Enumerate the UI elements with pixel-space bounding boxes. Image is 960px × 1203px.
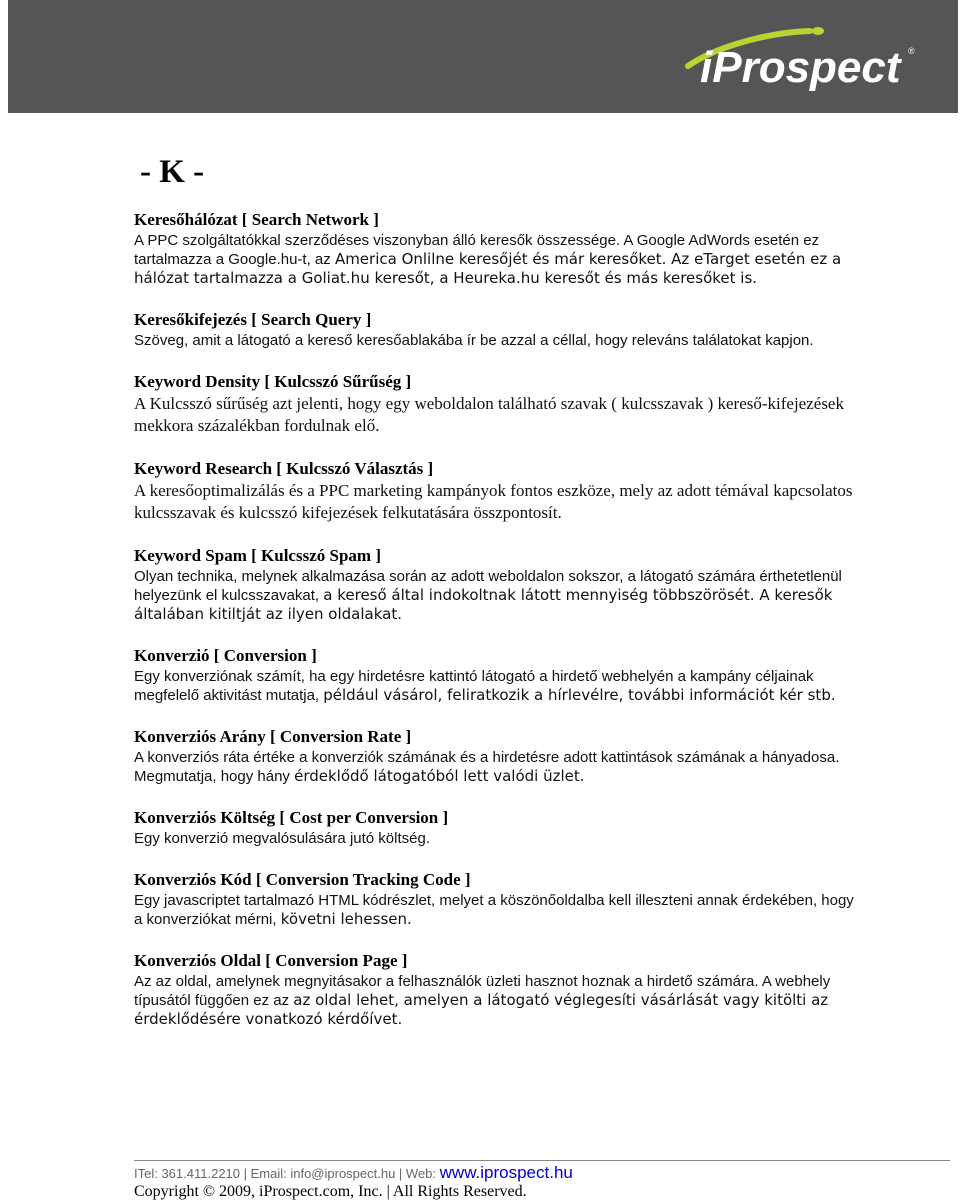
svg-text:iProspect: iProspect [700,43,901,92]
entry-term: Konverzió [ Conversion ] [134,646,317,665]
page-title: - K - [140,154,205,190]
entry-term: Konverziós Költség [ Cost per Conversion ] [134,808,449,827]
entry-term: Keyword Spam [ Kulcsszó Spam ] [134,546,381,565]
glossary-entry [134,950,864,1029]
entry-term: Keresőkifejezés [ Search Query ] [134,310,372,329]
glossary-entry [134,209,864,288]
glossary-entry [134,545,864,624]
header-banner [8,0,958,113]
glossary-entry [134,645,864,705]
svg-text:®: ® [908,46,915,56]
entry-definition: A Kulcsszó sűrűség azt jelenti, hogy egy weboldalon található szavak ( kulcsszavak ) kereső-kifejezések mekkora százalékban fordulnak elő. [134,394,844,435]
website-link[interactable]: www.iprospect.hu [439,1163,573,1182]
glossary-entry [134,309,864,350]
entry-definition: Egy konverziónak számít, ha egy hirdetésre kattintó látogató a hirdető webhelyén a kampány céljainak megfelelő aktivitást mutatja, például vásárol, feliratkozik a hírlevélre, további információt kér stb. [134,668,836,704]
glossary-content [134,209,864,1050]
entry-term: Konverziós Oldal [ Conversion Page ] [134,951,408,970]
footer-divider [134,1160,950,1161]
entry-definition: Egy javascriptet tartalmazó HTML kódrészlet, melyet a köszönőoldalba kell illeszteni annak érdekében, hogy a konverziókat mérni, követni lehessen. [134,892,854,928]
entry-definition: Egy konverzió megvalósulására jutó költség. [134,830,430,847]
entry-term: Konverziós Arány [ Conversion Rate ] [134,727,412,746]
entry-term: Keyword Research [ Kulcsszó Választás ] [134,459,434,478]
entry-term: Konverziós Kód [ Conversion Tracking Code ] [134,870,471,889]
contact-info: ITel: 361.411.2210 | Email: info@iprospect.hu | Web: [134,1166,440,1181]
glossary-entry [134,458,864,524]
glossary-entry [134,807,864,848]
entry-definition: A keresőoptimalizálás és a PPC marketing kampányok fontos eszköze, mely az adott témával kapcsolatos kulcsszavak és kulcsszó kifejezések felkutatására összpontosít. [134,481,853,522]
entry-definition: Szöveg, amit a látogató a kereső keresőablakába ír be azzal a céllal, hogy releváns találatokat kapjon. [134,332,814,349]
glossary-entry [134,726,864,786]
entry-term: Keyword Density [ Kulcsszó Sűrűség ] [134,372,412,391]
iprospect-logo [680,22,925,97]
entry-definition: Az az oldal, amelynek megnyitásakor a felhasználók üzleti hasznot hoznak a hirdető számára. A webhely típusától függően ez az az oldal lehet, amelyen a látogató véglegesíti vásárlását vagy kitölti az érdeklődésére vonatkozó kérdőívet. [134,973,831,1028]
entry-definition: A PPC szolgáltatókkal szerződéses viszonyban álló keresők összessége. A Google AdWords esetén ez tartalmazza a Google.hu-t, az America Onlilne keresőjét és már keresőket. Az eTarget esetén ez a hálózat tartalmazza a Goliat.hu keresőt, a Heureka.hu keresőt és más keresőket is. [134,232,842,287]
copyright-notice: Copyright © 2009, iProspect.com, Inc. | All Rights Reserved. [134,1183,527,1200]
entry-definition: Olyan technika, melynek alkalmazása során az adott weboldalon sokszor, a látogató számára érthetetlenül helyezünk el kulcsszavakat, a kereső által indokoltnak látott mennyiség többszörösét. A keresők általában kitiltját az ilyen oldalakat. [134,568,842,623]
entry-term: Keresőhálózat [ Search Network ] [134,210,379,229]
glossary-entry [134,869,864,929]
glossary-entry [134,371,864,437]
entry-definition: A konverziós ráta értéke a konverziók számának és a hirdetésre adott kattintások számának a hányadosa. Megmutatja, hogy hány érdeklődő látogatóból lett valódi üzlet. [134,749,840,785]
